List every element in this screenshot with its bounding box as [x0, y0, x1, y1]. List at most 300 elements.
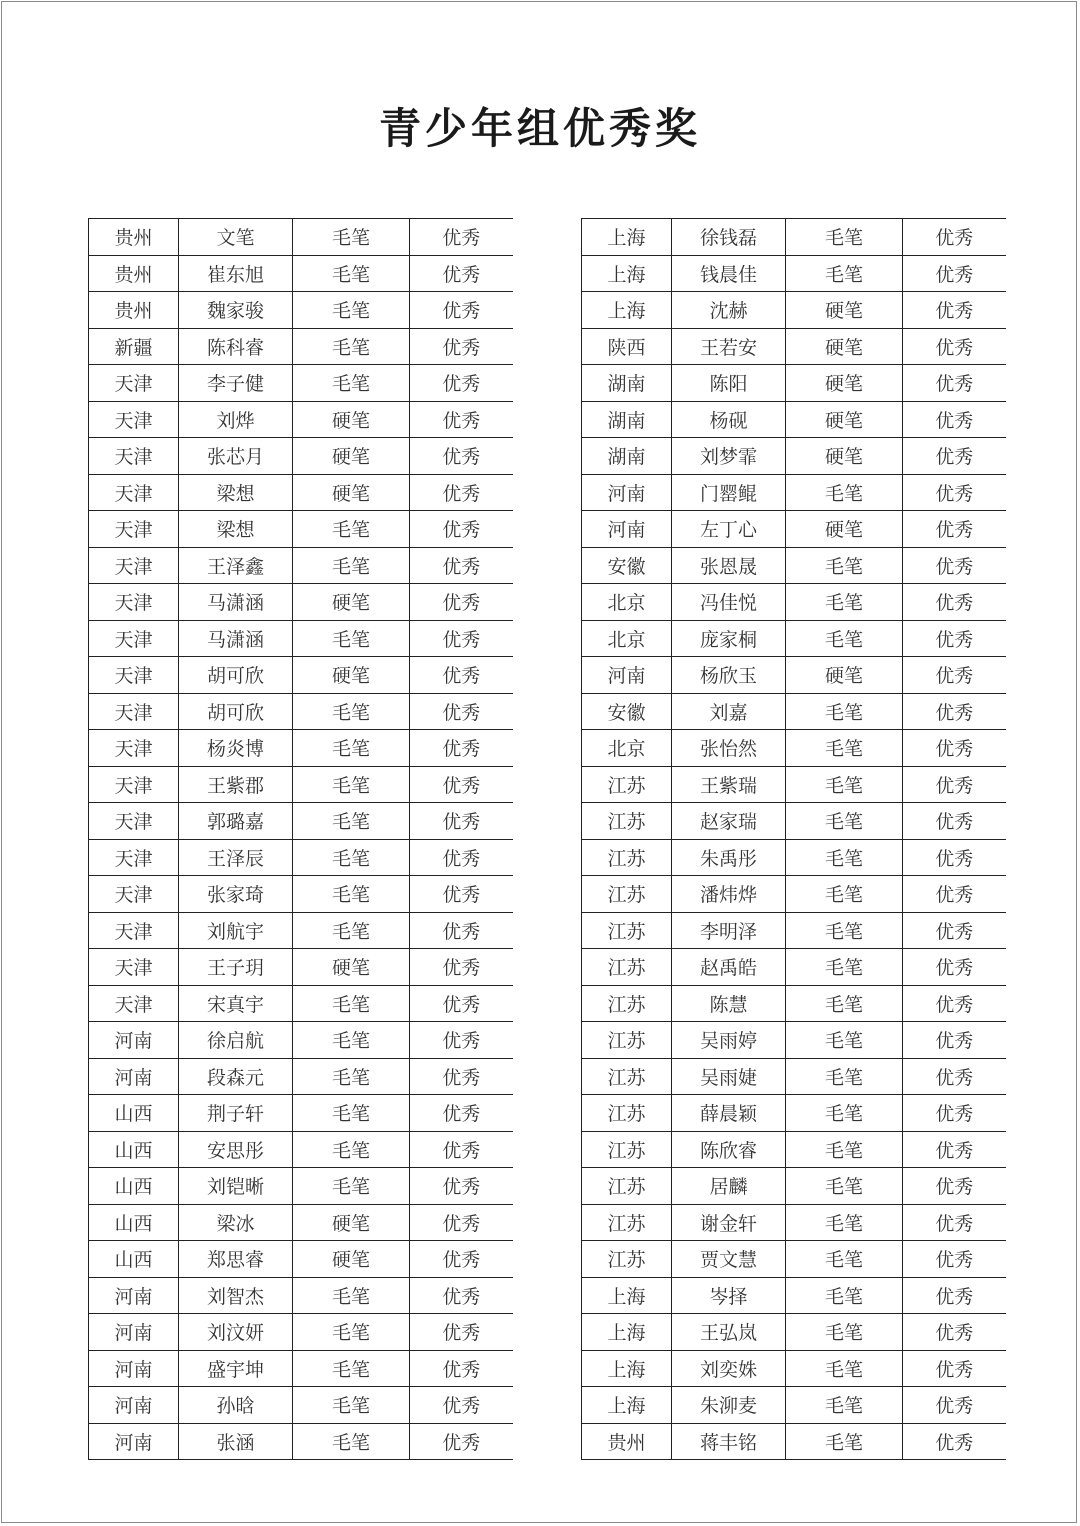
table-row	[89, 1241, 513, 1278]
name-cell: 王弘岚	[672, 1314, 786, 1351]
name-cell: 朱泖麦	[672, 1387, 786, 1424]
region-cell: 山西	[89, 1241, 179, 1278]
table-row	[582, 1058, 1006, 1095]
award-cell: 优秀	[410, 657, 513, 694]
name-cell: 宋真宇	[179, 985, 293, 1022]
name-cell: 居麟	[672, 1168, 786, 1205]
category-cell: 毛笔	[786, 1350, 903, 1387]
category-cell: 毛笔	[786, 1314, 903, 1351]
region-cell: 江苏	[582, 1022, 672, 1059]
category-cell: 毛笔	[786, 839, 903, 876]
name-cell: 刘航宇	[179, 912, 293, 949]
category-cell: 毛笔	[786, 219, 903, 256]
table-row	[89, 401, 513, 438]
award-cell: 优秀	[410, 1350, 513, 1387]
award-cell: 优秀	[903, 1241, 1006, 1278]
award-cell: 优秀	[903, 1095, 1006, 1132]
region-cell: 江苏	[582, 1131, 672, 1168]
name-cell: 杨欣玉	[672, 657, 786, 694]
name-cell: 胡可欣	[179, 657, 293, 694]
name-cell: 薛晨颖	[672, 1095, 786, 1132]
category-cell: 硬笔	[293, 438, 410, 475]
region-cell: 新疆	[89, 328, 179, 365]
region-cell: 贵州	[89, 292, 179, 329]
table-row	[89, 657, 513, 694]
region-cell: 湖南	[582, 401, 672, 438]
name-cell: 崔东旭	[179, 255, 293, 292]
region-cell: 河南	[89, 1058, 179, 1095]
category-cell: 毛笔	[786, 876, 903, 913]
name-cell: 王若安	[672, 328, 786, 365]
category-cell: 毛笔	[293, 1131, 410, 1168]
category-cell: 毛笔	[786, 912, 903, 949]
name-cell: 马潇涵	[179, 584, 293, 621]
table-row	[582, 1314, 1006, 1351]
name-cell: 李子健	[179, 365, 293, 402]
table-row	[582, 401, 1006, 438]
award-cell: 优秀	[410, 1277, 513, 1314]
name-cell: 沈赫	[672, 292, 786, 329]
award-cell: 优秀	[410, 1314, 513, 1351]
region-cell: 河南	[89, 1277, 179, 1314]
name-cell: 梁冰	[179, 1204, 293, 1241]
table-row	[89, 1022, 513, 1059]
table-row	[582, 1387, 1006, 1424]
table-row	[582, 511, 1006, 548]
award-cell: 优秀	[903, 547, 1006, 584]
name-cell: 安思彤	[179, 1131, 293, 1168]
name-cell: 孙晗	[179, 1387, 293, 1424]
award-cell: 优秀	[410, 1423, 513, 1460]
table-row	[582, 1131, 1006, 1168]
region-cell: 天津	[89, 693, 179, 730]
category-cell: 毛笔	[786, 766, 903, 803]
region-cell: 江苏	[582, 1204, 672, 1241]
category-cell: 硬笔	[786, 438, 903, 475]
category-cell: 毛笔	[786, 1423, 903, 1460]
award-cell: 优秀	[410, 584, 513, 621]
award-cell: 优秀	[410, 1387, 513, 1424]
table-row	[89, 328, 513, 365]
table-row	[89, 584, 513, 621]
region-cell: 北京	[582, 730, 672, 767]
award-cell: 优秀	[903, 292, 1006, 329]
region-cell: 江苏	[582, 1241, 672, 1278]
name-cell: 冯佳悦	[672, 584, 786, 621]
region-cell: 山西	[89, 1204, 179, 1241]
name-cell: 张涵	[179, 1423, 293, 1460]
category-cell: 毛笔	[786, 1168, 903, 1205]
name-cell: 钱晨佳	[672, 255, 786, 292]
region-cell: 上海	[582, 1277, 672, 1314]
name-cell: 梁想	[179, 511, 293, 548]
name-cell: 陈科睿	[179, 328, 293, 365]
name-cell: 谢金轩	[672, 1204, 786, 1241]
table-row	[582, 949, 1006, 986]
award-cell: 优秀	[903, 949, 1006, 986]
name-cell: 王子玥	[179, 949, 293, 986]
award-cell: 优秀	[410, 912, 513, 949]
region-cell: 湖南	[582, 365, 672, 402]
region-cell: 河南	[89, 1314, 179, 1351]
category-cell: 毛笔	[786, 803, 903, 840]
region-cell: 天津	[89, 474, 179, 511]
award-cell: 优秀	[903, 657, 1006, 694]
category-cell: 毛笔	[293, 1423, 410, 1460]
table-row	[582, 730, 1006, 767]
award-cell: 优秀	[903, 584, 1006, 621]
table-row	[582, 255, 1006, 292]
table-row	[582, 766, 1006, 803]
region-cell: 上海	[582, 219, 672, 256]
table-row	[582, 1204, 1006, 1241]
region-cell: 山西	[89, 1095, 179, 1132]
category-cell: 毛笔	[786, 985, 903, 1022]
category-cell: 毛笔	[786, 1095, 903, 1132]
name-cell: 张恩晟	[672, 547, 786, 584]
table-row	[89, 547, 513, 584]
award-cell: 优秀	[410, 401, 513, 438]
table-row	[582, 584, 1006, 621]
category-cell: 毛笔	[293, 803, 410, 840]
category-cell: 毛笔	[786, 1387, 903, 1424]
name-cell: 徐启航	[179, 1022, 293, 1059]
table-row	[582, 1277, 1006, 1314]
table-row	[582, 1022, 1006, 1059]
region-cell: 贵州	[89, 255, 179, 292]
award-cell: 优秀	[410, 949, 513, 986]
name-cell: 张怡然	[672, 730, 786, 767]
table-row	[582, 1168, 1006, 1205]
category-cell: 毛笔	[293, 1350, 410, 1387]
region-cell: 上海	[582, 1314, 672, 1351]
name-cell: 朱禹彤	[672, 839, 786, 876]
table-row	[582, 1095, 1006, 1132]
table-row	[582, 292, 1006, 329]
region-cell: 北京	[582, 620, 672, 657]
award-cell: 优秀	[903, 985, 1006, 1022]
name-cell: 刘汶妍	[179, 1314, 293, 1351]
table-row	[582, 876, 1006, 913]
name-cell: 贾文慧	[672, 1241, 786, 1278]
award-cell: 优秀	[410, 328, 513, 365]
award-cell: 优秀	[410, 1022, 513, 1059]
category-cell: 硬笔	[293, 1204, 410, 1241]
region-cell: 陕西	[582, 328, 672, 365]
category-cell: 毛笔	[293, 1095, 410, 1132]
award-cell: 优秀	[410, 1058, 513, 1095]
category-cell: 毛笔	[293, 912, 410, 949]
category-cell: 毛笔	[293, 693, 410, 730]
award-cell: 优秀	[903, 1387, 1006, 1424]
table-row	[582, 365, 1006, 402]
category-cell: 硬笔	[293, 584, 410, 621]
name-cell: 杨炎博	[179, 730, 293, 767]
award-cell: 优秀	[903, 912, 1006, 949]
award-cell: 优秀	[903, 1131, 1006, 1168]
region-cell: 天津	[89, 620, 179, 657]
table-row	[582, 657, 1006, 694]
region-cell: 河南	[89, 1022, 179, 1059]
region-cell: 北京	[582, 584, 672, 621]
region-cell: 天津	[89, 365, 179, 402]
region-cell: 天津	[89, 839, 179, 876]
table-row	[582, 438, 1006, 475]
category-cell: 毛笔	[293, 1022, 410, 1059]
region-cell: 河南	[582, 511, 672, 548]
name-cell: 张家琦	[179, 876, 293, 913]
table-row	[582, 912, 1006, 949]
category-cell: 毛笔	[293, 219, 410, 256]
name-cell: 王紫郡	[179, 766, 293, 803]
name-cell: 刘梦霏	[672, 438, 786, 475]
category-cell: 毛笔	[786, 1204, 903, 1241]
name-cell: 王紫瑞	[672, 766, 786, 803]
region-cell: 江苏	[582, 803, 672, 840]
award-cell: 优秀	[410, 1241, 513, 1278]
table-row	[89, 438, 513, 475]
name-cell: 梁想	[179, 474, 293, 511]
award-cell: 优秀	[903, 1022, 1006, 1059]
table-row	[89, 511, 513, 548]
table-row	[582, 985, 1006, 1022]
table-row	[89, 1131, 513, 1168]
name-cell: 蒋丰铭	[672, 1423, 786, 1460]
region-cell: 山西	[89, 1168, 179, 1205]
name-cell: 赵家瑞	[672, 803, 786, 840]
award-cell: 优秀	[903, 1277, 1006, 1314]
region-cell: 江苏	[582, 876, 672, 913]
table-row	[89, 255, 513, 292]
table-row	[582, 474, 1006, 511]
category-cell: 毛笔	[786, 693, 903, 730]
category-cell: 毛笔	[786, 255, 903, 292]
category-cell: 毛笔	[786, 1241, 903, 1278]
award-cell: 优秀	[410, 803, 513, 840]
table-row	[89, 985, 513, 1022]
table-row	[582, 219, 1006, 256]
category-cell: 毛笔	[293, 620, 410, 657]
award-cell: 优秀	[903, 730, 1006, 767]
category-cell: 硬笔	[786, 401, 903, 438]
region-cell: 江苏	[582, 949, 672, 986]
category-cell: 毛笔	[786, 1022, 903, 1059]
region-cell: 天津	[89, 584, 179, 621]
name-cell: 盛宇坤	[179, 1350, 293, 1387]
category-cell: 毛笔	[786, 620, 903, 657]
table-row	[582, 328, 1006, 365]
table-row	[582, 547, 1006, 584]
name-cell: 刘奕姝	[672, 1350, 786, 1387]
region-cell: 河南	[582, 657, 672, 694]
name-cell: 潘炜烨	[672, 876, 786, 913]
region-cell: 安徽	[582, 547, 672, 584]
region-cell: 天津	[89, 949, 179, 986]
table-row	[582, 1241, 1006, 1278]
region-cell: 上海	[582, 1387, 672, 1424]
category-cell: 硬笔	[293, 1241, 410, 1278]
category-cell: 毛笔	[293, 292, 410, 329]
table-row	[89, 292, 513, 329]
award-cell: 优秀	[410, 620, 513, 657]
award-cell: 优秀	[903, 1423, 1006, 1460]
name-cell: 刘铠晰	[179, 1168, 293, 1205]
name-cell: 张芯月	[179, 438, 293, 475]
category-cell: 毛笔	[293, 1277, 410, 1314]
table-row	[89, 219, 513, 256]
table-row	[582, 620, 1006, 657]
category-cell: 毛笔	[293, 255, 410, 292]
category-cell: 毛笔	[293, 839, 410, 876]
region-cell: 山西	[89, 1131, 179, 1168]
award-cell: 优秀	[410, 365, 513, 402]
category-cell: 毛笔	[786, 1058, 903, 1095]
table-row	[89, 1058, 513, 1095]
name-cell: 刘嘉	[672, 693, 786, 730]
category-cell: 毛笔	[293, 511, 410, 548]
category-cell: 毛笔	[293, 876, 410, 913]
category-cell: 毛笔	[293, 547, 410, 584]
name-cell: 岑择	[672, 1277, 786, 1314]
award-table-right	[581, 218, 1006, 1460]
name-cell: 庞家桐	[672, 620, 786, 657]
category-cell: 毛笔	[786, 1277, 903, 1314]
category-cell: 毛笔	[293, 730, 410, 767]
category-cell: 硬笔	[293, 657, 410, 694]
region-cell: 天津	[89, 657, 179, 694]
category-cell: 毛笔	[293, 1168, 410, 1205]
name-cell: 陈欣睿	[672, 1131, 786, 1168]
name-cell: 段森元	[179, 1058, 293, 1095]
region-cell: 江苏	[582, 1095, 672, 1132]
category-cell: 毛笔	[786, 474, 903, 511]
table-row	[89, 949, 513, 986]
region-cell: 贵州	[89, 219, 179, 256]
region-cell: 上海	[582, 1350, 672, 1387]
table-row	[89, 620, 513, 657]
region-cell: 天津	[89, 803, 179, 840]
region-cell: 江苏	[582, 912, 672, 949]
region-cell: 天津	[89, 547, 179, 584]
name-cell: 马潇涵	[179, 620, 293, 657]
region-cell: 河南	[89, 1387, 179, 1424]
category-cell: 毛笔	[293, 766, 410, 803]
category-cell: 硬笔	[293, 401, 410, 438]
table-row	[582, 839, 1006, 876]
name-cell: 左丁心	[672, 511, 786, 548]
table-row	[89, 766, 513, 803]
region-cell: 天津	[89, 912, 179, 949]
table-row	[89, 803, 513, 840]
award-cell: 优秀	[903, 839, 1006, 876]
award-cell: 优秀	[903, 438, 1006, 475]
table-row	[89, 693, 513, 730]
award-cell: 优秀	[410, 474, 513, 511]
table-row	[89, 1350, 513, 1387]
category-cell: 硬笔	[786, 328, 903, 365]
region-cell: 河南	[89, 1423, 179, 1460]
award-cell: 优秀	[903, 255, 1006, 292]
name-cell: 荆子轩	[179, 1095, 293, 1132]
name-cell: 王泽鑫	[179, 547, 293, 584]
region-cell: 天津	[89, 876, 179, 913]
award-cell: 优秀	[410, 693, 513, 730]
category-cell: 硬笔	[786, 365, 903, 402]
award-cell: 优秀	[903, 474, 1006, 511]
award-cell: 优秀	[410, 255, 513, 292]
table-row	[89, 474, 513, 511]
award-cell: 优秀	[903, 766, 1006, 803]
award-cell: 优秀	[903, 693, 1006, 730]
category-cell: 硬笔	[786, 292, 903, 329]
region-cell: 江苏	[582, 1168, 672, 1205]
award-cell: 优秀	[903, 803, 1006, 840]
name-cell: 郑思睿	[179, 1241, 293, 1278]
table-row	[89, 876, 513, 913]
table-row	[89, 1204, 513, 1241]
award-cell: 优秀	[903, 365, 1006, 402]
category-cell: 硬笔	[786, 511, 903, 548]
category-cell: 毛笔	[786, 1131, 903, 1168]
award-cell: 优秀	[410, 1095, 513, 1132]
award-cell: 优秀	[903, 401, 1006, 438]
table-row	[89, 912, 513, 949]
award-cell: 优秀	[903, 328, 1006, 365]
name-cell: 刘智杰	[179, 1277, 293, 1314]
award-cell: 优秀	[903, 1350, 1006, 1387]
category-cell: 毛笔	[293, 985, 410, 1022]
region-cell: 江苏	[582, 985, 672, 1022]
award-cell: 优秀	[410, 292, 513, 329]
award-cell: 优秀	[410, 985, 513, 1022]
award-cell: 优秀	[903, 1168, 1006, 1205]
table-row	[582, 1350, 1006, 1387]
category-cell: 毛笔	[293, 365, 410, 402]
category-cell: 毛笔	[786, 949, 903, 986]
category-cell: 毛笔	[293, 1387, 410, 1424]
category-cell: 毛笔	[786, 730, 903, 767]
award-table-left	[88, 218, 513, 1460]
name-cell: 文笔	[179, 219, 293, 256]
table-row	[89, 730, 513, 767]
award-cell: 优秀	[903, 1314, 1006, 1351]
award-cell: 优秀	[410, 876, 513, 913]
category-cell: 毛笔	[293, 328, 410, 365]
name-cell: 魏家骏	[179, 292, 293, 329]
award-cell: 优秀	[410, 839, 513, 876]
name-cell: 赵禹皓	[672, 949, 786, 986]
region-cell: 上海	[582, 292, 672, 329]
table-row	[89, 839, 513, 876]
region-cell: 安徽	[582, 693, 672, 730]
table-row	[582, 803, 1006, 840]
page-title: 青少年组优秀奖	[378, 104, 701, 153]
category-cell: 毛笔	[786, 547, 903, 584]
name-cell: 门罂鲲	[672, 474, 786, 511]
award-cell: 优秀	[410, 219, 513, 256]
award-cell: 优秀	[903, 511, 1006, 548]
region-cell: 天津	[89, 511, 179, 548]
name-cell: 郭璐嘉	[179, 803, 293, 840]
award-cell: 优秀	[410, 1204, 513, 1241]
award-cell: 优秀	[410, 1131, 513, 1168]
name-cell: 陈慧	[672, 985, 786, 1022]
award-cell: 优秀	[410, 730, 513, 767]
table-row	[89, 365, 513, 402]
region-cell: 河南	[582, 474, 672, 511]
name-cell: 刘烨	[179, 401, 293, 438]
award-cell: 优秀	[903, 219, 1006, 256]
